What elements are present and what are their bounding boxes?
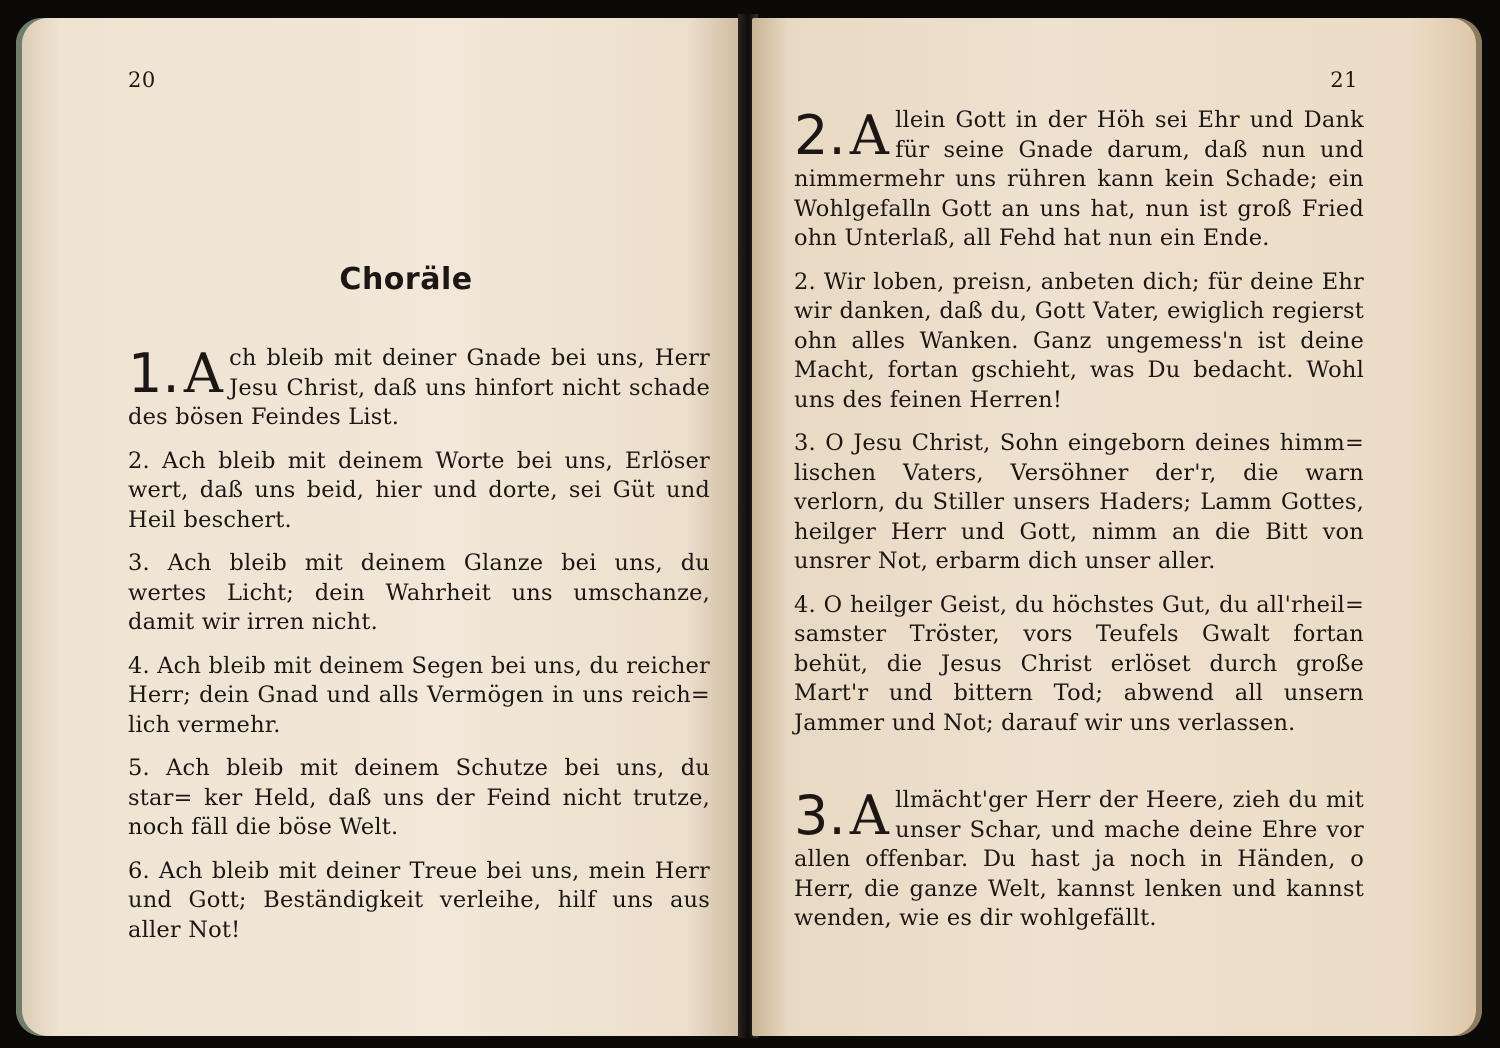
hymn-1-first-verse-text: ch bleib mit deiner Gnade bei uns, Herr Jesu Christ, daß uns hinfort nicht schade des bösen Feindes List. [128,345,710,430]
hymn-1-verse-2: 2. Ach bleib mit deinem Worte bei uns, Erlöser wert, daß uns beid, hier und dorte, sei Güt und Heil beschert. [128,447,710,533]
hymn-2-first-verse-text: llein Gott in der Höh sei Ehr und Dank für seine Gnade darum, daß nun und nimmermehr uns rühren kann kein Schade; ein Wohlgefalln Gott an uns hat, nun ist groß Fried ohn Unterlaß, all Fehd hat nun ein Ende. [794,107,1364,251]
hymn-separator [794,752,1364,786]
hymn-1-verse-5: 5. Ach bleib mit deinem Schutze bei uns, du star= ker Held, daß uns der Feind nicht trutze, noch fäll die böse Welt. [128,755,710,840]
hymn-2-verse-3: 3. O Jesu Christ, Sohn eingeborn deines himm= lischen Vaters, Versöhner der'r, die warn verlorn, du Stiller unsers Haders; Lamm Gottes, heilger Herr und Gott, nimm an die Bitt von unsrer Not, erbarm dich unser aller. [794,430,1364,574]
hymn-3-first-verse-text: llmächt'ger Herr der Heere, zieh du mit unser Schar, und mache deine Ehre vor allen offenbar. Du hast ja noch in Händen, o Herr, die ganze Welt, kannst lenken und kannst wenden, wie es dir wohlgefällt. [794,787,1364,931]
hymn-2-number: 2. [794,106,846,167]
hymn-1-initial: A [183,344,224,405]
right-page-number: 21 [1330,68,1358,92]
hymn-2-verse-2: 2. Wir loben, preisn, anbeten dich; für deine Ehr wir danken, daß du, Gott Vater, ewiglich regierst ohn alles Wanken. Ganz ungemess'n ist deine Macht, fortan gschieht, was Du bedacht. Wohl uns des feinen Herren! [794,268,1364,413]
hymn-1-verse-3: 3. Ach bleib mit deinem Glanze bei uns, du wertes Licht; dein Wahrheit uns umschanze, damit wir irren nicht. [128,550,710,635]
hymn-3-number: 3. [794,786,846,847]
section-heading: Choräle [339,262,473,297]
hymn-1-verse-6: 6. Ach bleib mit deiner Treue bei uns, mein Herr und Gott; Beständigkeit verleihe, hilf uns aus aller Not! [128,857,710,943]
hymn-2-verse-4: 4. O heilger Geist, du höchstes Gut, du all'rheil= samster Tröster, vors Teufels Gwalt fortan behüt, die Jesus Christ erlöset durch große Mart'r und bittern Tod; abwend all unsern Jammer und Not; darauf wir uns verlassen. [794,591,1364,736]
hymn-3-verse-1 [794,786,1364,934]
left-page [16,18,744,1036]
hymn-2 [794,106,1364,948]
hymn-1-verse-4: 4. Ach bleib mit deinem Segen bei uns, du reicher Herr; dein Gnad und alls Vermögen in uns reich= lich vermehr. [128,652,710,738]
right-page [752,18,1482,1036]
hymn-3-initial: A [849,786,890,847]
hymn-1-verse-1 [128,344,710,433]
hymn-2-initial: A [849,106,890,167]
hymn-1 [128,344,710,959]
hymn-1-number: 1. [128,344,180,405]
left-page-number: 20 [128,68,156,92]
hymn-2-verse-1 [794,106,1364,254]
